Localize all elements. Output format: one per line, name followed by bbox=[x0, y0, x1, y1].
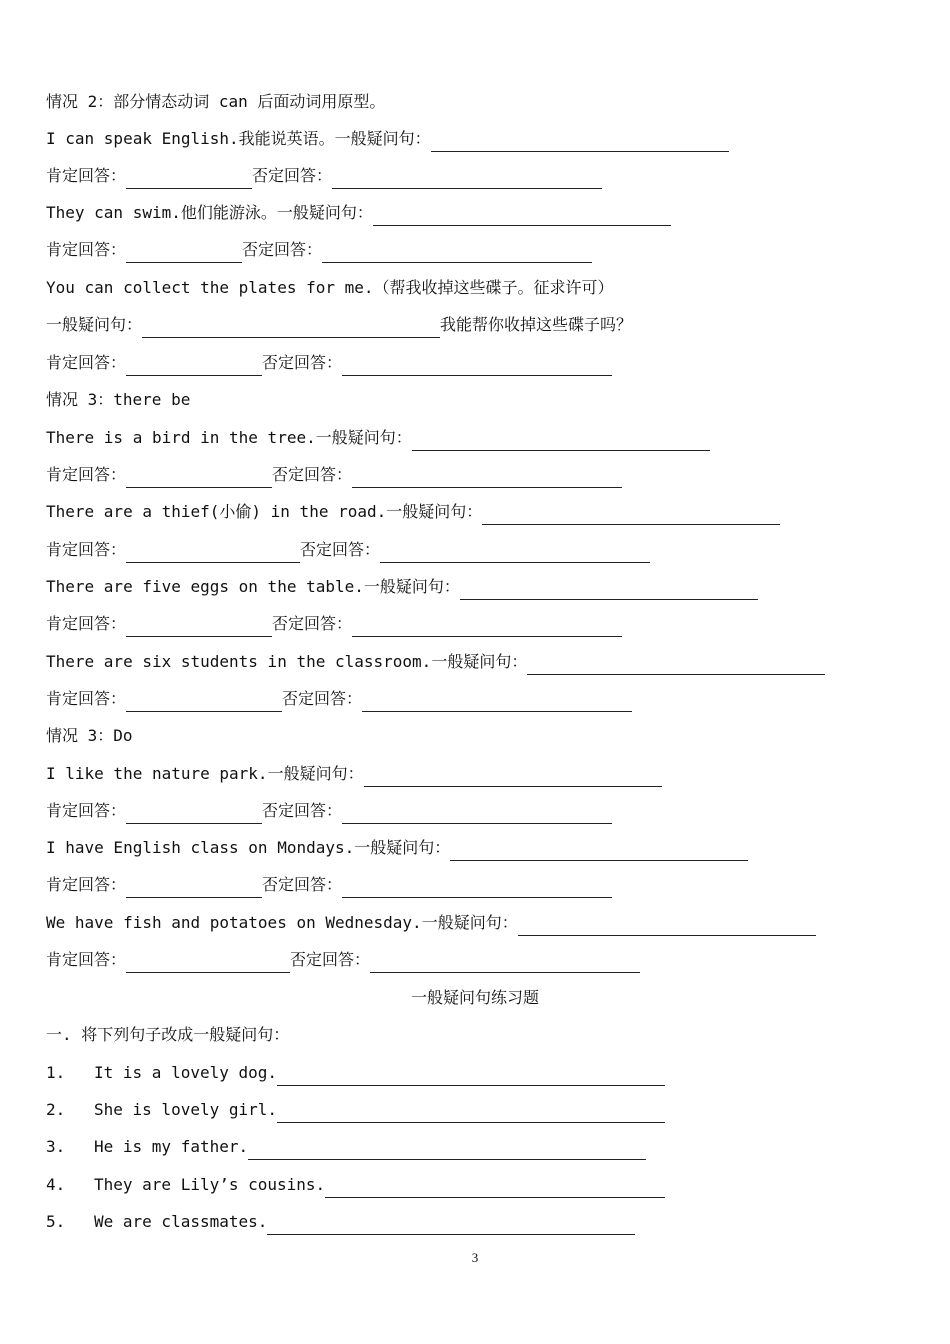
translation-hint: 我能帮你收掉这些碟子吗？ bbox=[440, 315, 633, 334]
exercise-item bbox=[46, 1097, 665, 1123]
sentence-text: You can collect the plates for me.（帮我收掉这些碟子。征求许可） bbox=[46, 278, 614, 297]
sentence-row bbox=[46, 425, 710, 451]
item-text: It is a lovely dog. bbox=[94, 1063, 278, 1082]
yes-label: 肯定回答： bbox=[46, 465, 127, 484]
no-label: 否定回答： bbox=[300, 540, 381, 559]
yes-answer-blank[interactable] bbox=[126, 468, 272, 488]
yes-label: 肯定回答： bbox=[46, 240, 127, 259]
item-number: 1. bbox=[46, 1063, 66, 1082]
sentence-row bbox=[46, 275, 614, 301]
yes-label: 肯定回答： bbox=[46, 950, 127, 969]
no-answer-blank[interactable] bbox=[362, 692, 632, 712]
item-number: 3. bbox=[46, 1137, 66, 1156]
item-answer-blank[interactable] bbox=[325, 1178, 665, 1198]
question-label: 一般疑问句： bbox=[46, 315, 143, 334]
item-text: They are Lily’s cousins. bbox=[94, 1175, 326, 1194]
yes-label: 肯定回答： bbox=[46, 540, 127, 559]
no-answer-blank[interactable] bbox=[342, 356, 612, 376]
question-answer-blank[interactable] bbox=[482, 505, 780, 525]
answer-row bbox=[46, 537, 650, 563]
sentence-row bbox=[46, 126, 729, 152]
question-label: 一般疑问句： bbox=[363, 577, 460, 596]
section-3-title: 情况 3：there be bbox=[46, 390, 191, 409]
sentence-row bbox=[46, 499, 780, 525]
section-2-title: 情况 2：部分情态动词 can 后面动词用原型。 bbox=[46, 92, 386, 111]
item-answer-blank[interactable] bbox=[248, 1140, 646, 1160]
answer-row bbox=[46, 872, 612, 898]
no-answer-blank[interactable] bbox=[342, 878, 612, 898]
yes-answer-blank[interactable] bbox=[126, 953, 290, 973]
yes-answer-blank[interactable] bbox=[126, 243, 242, 263]
no-label: 否定回答： bbox=[252, 166, 333, 185]
sentence-row bbox=[46, 649, 825, 675]
sentence-text: I can speak English.我能说英语。 bbox=[46, 129, 335, 148]
item-number: 5. bbox=[46, 1212, 66, 1231]
answer-row bbox=[46, 798, 612, 824]
sentence-text: I like the nature park. bbox=[46, 764, 268, 783]
exercise-title: 一般疑问句练习题 bbox=[410, 988, 539, 1007]
question-answer-blank[interactable] bbox=[431, 132, 729, 152]
exercise-item bbox=[46, 1060, 665, 1086]
no-label: 否定回答： bbox=[262, 875, 343, 894]
item-answer-blank[interactable] bbox=[277, 1066, 665, 1086]
item-number: 4. bbox=[46, 1175, 66, 1194]
no-answer-blank[interactable] bbox=[332, 169, 602, 189]
no-answer-blank[interactable] bbox=[352, 617, 622, 637]
yes-answer-blank[interactable] bbox=[126, 804, 262, 824]
question-label: 一般疑问句： bbox=[431, 652, 528, 671]
no-answer-blank[interactable] bbox=[322, 243, 592, 263]
yes-answer-blank[interactable] bbox=[126, 169, 252, 189]
yes-answer-blank[interactable] bbox=[126, 543, 300, 563]
question-answer-blank[interactable] bbox=[460, 580, 758, 600]
answer-row bbox=[46, 350, 612, 376]
answer-row bbox=[46, 611, 622, 637]
no-answer-blank[interactable] bbox=[380, 543, 650, 563]
question-label: 一般疑问句： bbox=[386, 502, 483, 521]
question-label: 一般疑问句： bbox=[267, 764, 364, 783]
item-text: He is my father. bbox=[94, 1137, 249, 1156]
yes-answer-blank[interactable] bbox=[126, 878, 262, 898]
yes-label: 肯定回答： bbox=[46, 801, 127, 820]
question-label: 一般疑问句： bbox=[421, 913, 518, 932]
exercise-instruction: 一. 将下列句子改成一般疑问句： bbox=[46, 1025, 290, 1044]
sentence-text: There are five eggs on the table. bbox=[46, 577, 364, 596]
question-label: 一般疑问句： bbox=[334, 129, 431, 148]
no-label: 否定回答： bbox=[262, 801, 343, 820]
sentence-row bbox=[46, 574, 758, 600]
no-label: 否定回答： bbox=[242, 240, 323, 259]
item-answer-blank[interactable] bbox=[267, 1215, 635, 1235]
item-number: 2. bbox=[46, 1100, 66, 1119]
question-answer-blank[interactable] bbox=[450, 841, 748, 861]
sentence-text: There are six students in the classroom. bbox=[46, 652, 432, 671]
no-label: 否定回答： bbox=[272, 465, 353, 484]
sentence-text: I have English class on Mondays. bbox=[46, 838, 355, 857]
page-number: 3 bbox=[471, 1250, 479, 1265]
question-answer-blank[interactable] bbox=[412, 431, 710, 451]
no-label: 否定回答： bbox=[262, 353, 343, 372]
no-label: 否定回答： bbox=[282, 689, 363, 708]
question-answer-blank[interactable] bbox=[527, 655, 825, 675]
sentence-text: There are a thief(小偷) in the road. bbox=[46, 502, 387, 521]
exercise-item bbox=[46, 1209, 635, 1235]
question-label: 一般疑问句： bbox=[276, 203, 373, 222]
answer-row bbox=[46, 947, 640, 973]
sentence-row bbox=[46, 761, 662, 787]
no-label: 否定回答： bbox=[272, 614, 353, 633]
question-answer-blank[interactable] bbox=[518, 916, 816, 936]
sentence-row bbox=[46, 910, 816, 936]
question-answer-blank[interactable] bbox=[364, 767, 662, 787]
sentence-text: We have fish and potatoes on Wednesday. bbox=[46, 913, 422, 932]
answer-row bbox=[46, 163, 602, 189]
yes-answer-blank[interactable] bbox=[126, 617, 272, 637]
sentence-text: There is a bird in the tree. bbox=[46, 428, 316, 447]
yes-label: 肯定回答： bbox=[46, 166, 127, 185]
exercise-item bbox=[46, 1172, 665, 1198]
exercise-item bbox=[46, 1134, 646, 1160]
no-answer-blank[interactable] bbox=[352, 468, 622, 488]
question-label: 一般疑问句： bbox=[315, 428, 412, 447]
question-label: 一般疑问句： bbox=[354, 838, 451, 857]
answer-row bbox=[46, 237, 592, 263]
yes-label: 肯定回答： bbox=[46, 689, 127, 708]
yes-answer-blank[interactable] bbox=[126, 356, 262, 376]
yes-label: 肯定回答： bbox=[46, 875, 127, 894]
no-answer-blank[interactable] bbox=[342, 804, 612, 824]
sentence-text: They can swim.他们能游泳。 bbox=[46, 203, 277, 222]
no-label: 否定回答： bbox=[290, 950, 371, 969]
yes-answer-blank[interactable] bbox=[126, 692, 282, 712]
answer-row bbox=[46, 686, 632, 712]
no-answer-blank[interactable] bbox=[370, 953, 640, 973]
answer-row bbox=[46, 462, 622, 488]
section-4-title: 情况 3：Do bbox=[46, 726, 133, 745]
yes-label: 肯定回答： bbox=[46, 614, 127, 633]
sentence-row bbox=[46, 835, 748, 861]
question-answer-blank[interactable] bbox=[373, 206, 671, 226]
yes-label: 肯定回答： bbox=[46, 353, 127, 372]
question-answer-blank[interactable] bbox=[142, 318, 440, 338]
item-answer-blank[interactable] bbox=[277, 1103, 665, 1123]
sentence-row bbox=[46, 200, 671, 226]
item-text: We are classmates. bbox=[94, 1212, 268, 1231]
item-text: She is lovely girl. bbox=[94, 1100, 278, 1119]
question-row bbox=[46, 312, 632, 338]
